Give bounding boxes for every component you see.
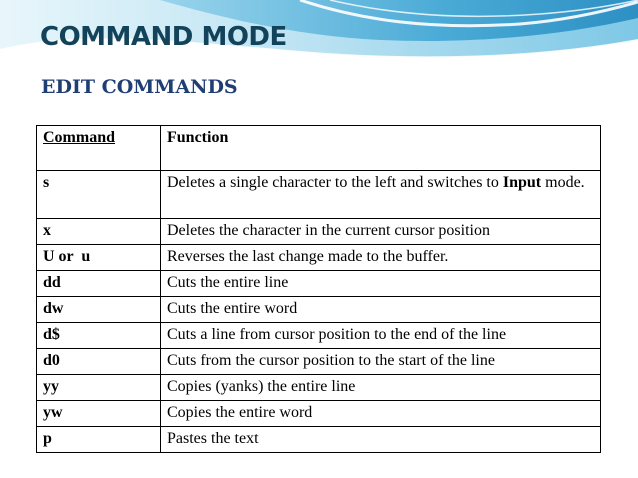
table-row xyxy=(37,375,601,401)
function-cell xyxy=(161,171,601,219)
command-cell: d0 xyxy=(37,349,161,375)
table-row xyxy=(37,427,601,453)
function-cell: Cuts a line from cursor position to the end of the line xyxy=(161,323,601,349)
header-command: Command xyxy=(37,126,161,171)
function-text: Deletes a single character to the left and switches to xyxy=(167,174,503,191)
command-cell: yw xyxy=(37,401,161,427)
table-row xyxy=(37,323,601,349)
command-cell xyxy=(37,245,161,271)
slide-subtitle: EDIT COMMANDS xyxy=(41,76,238,98)
table-row xyxy=(37,245,601,271)
slide-title: COMMAND MODE xyxy=(40,22,287,52)
table-row xyxy=(37,271,601,297)
table-row xyxy=(37,349,601,375)
table-row xyxy=(37,401,601,427)
command-cell: s xyxy=(37,171,161,219)
command-cell: x xyxy=(37,219,161,245)
header-function: Function xyxy=(161,126,601,171)
function-cell: Cuts the entire word xyxy=(161,297,601,323)
function-emphasis: Input xyxy=(502,174,542,191)
table-row xyxy=(37,171,601,219)
function-cell: Copies the entire word xyxy=(161,401,601,427)
command-cell: dd xyxy=(37,271,161,297)
table-row xyxy=(37,219,601,245)
function-text-end: mode. xyxy=(541,174,585,191)
command-cell: dw xyxy=(37,297,161,323)
function-cell: Pastes the text xyxy=(161,427,601,453)
command-cell: d$ xyxy=(37,323,161,349)
function-cell: Reverses the last change made to the buffer. xyxy=(161,245,601,271)
edit-commands-table xyxy=(36,125,601,453)
function-cell: Cuts from the cursor position to the start of the line xyxy=(161,349,601,375)
table-header-row xyxy=(37,126,601,171)
function-cell: Deletes the character in the current cursor position xyxy=(161,219,601,245)
command-cell: yy xyxy=(37,375,161,401)
command-cell: p xyxy=(37,427,161,453)
command-text: U or u xyxy=(43,248,91,265)
table-row xyxy=(37,297,601,323)
function-cell: Copies (yanks) the entire line xyxy=(161,375,601,401)
function-cell: Cuts the entire line xyxy=(161,271,601,297)
